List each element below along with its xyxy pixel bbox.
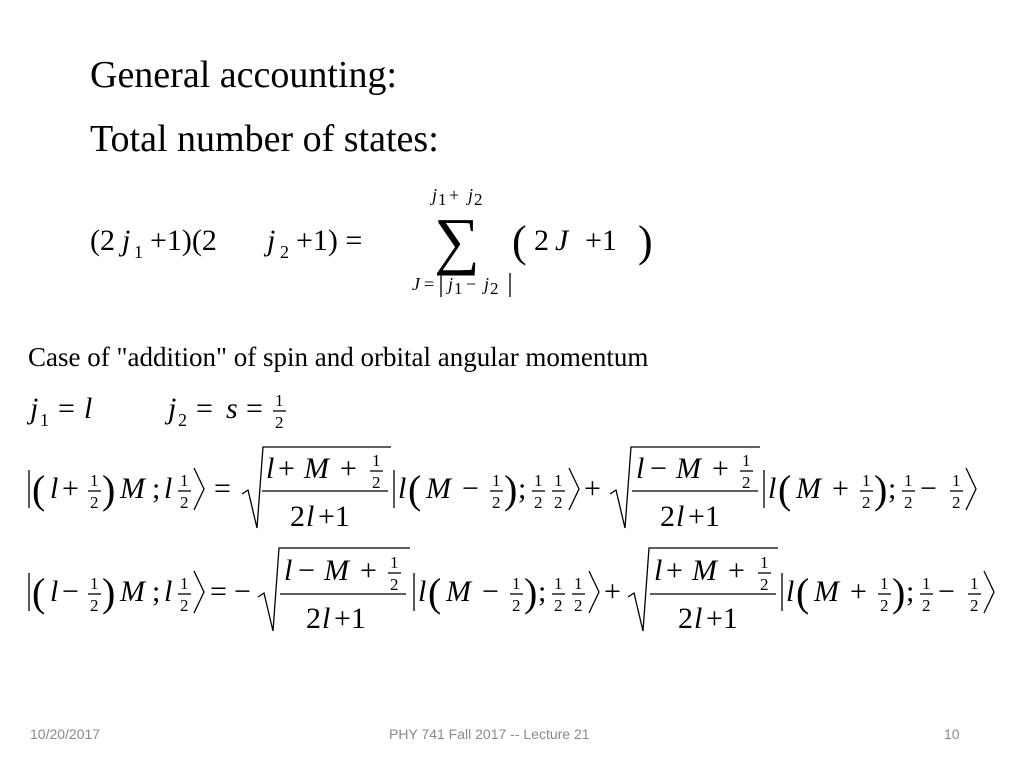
minus: − — [462, 472, 479, 505]
paren-open: ( — [512, 217, 527, 266]
half-den: 2 — [554, 596, 563, 615]
paren-close: ) — [504, 467, 518, 512]
minus: − — [920, 472, 937, 505]
subscript-1: 1 — [134, 242, 143, 262]
paren-open: ( — [778, 467, 792, 512]
half-den: 2 — [492, 493, 501, 512]
half-num: 1 — [862, 471, 871, 490]
paren-close: ) — [892, 570, 906, 615]
l-symbol: l — [50, 575, 59, 608]
paren-open: ( — [32, 467, 46, 512]
minus: − — [938, 575, 955, 608]
denominator-2: 2 — [290, 500, 305, 533]
footer-date: 10/20/2017 — [30, 726, 101, 742]
half-den: 2 — [970, 596, 979, 615]
plus-one: +1 — [688, 500, 720, 533]
plus: + — [666, 554, 683, 587]
half-num: 1 — [904, 471, 913, 490]
semicolon: ; — [906, 575, 915, 608]
half-den: 2 — [180, 596, 189, 615]
half-num: 1 — [952, 471, 961, 490]
plus: + — [584, 472, 601, 505]
M-symbol: M — [304, 452, 329, 485]
paren-open: ( — [32, 570, 46, 615]
minus: − — [62, 575, 79, 608]
l-symbol: l — [306, 500, 315, 533]
half-den: 2 — [742, 473, 751, 492]
l-symbol: l — [266, 452, 275, 485]
half-num: 1 — [554, 574, 563, 593]
half-num: 1 — [880, 574, 889, 593]
half-den: 2 — [880, 596, 889, 615]
plus: + — [832, 472, 849, 505]
minus: − — [298, 554, 315, 587]
semicolon: ; — [152, 575, 161, 608]
subscript-2: 2 — [280, 242, 289, 262]
assign-l: l — [84, 392, 93, 425]
plus: + — [62, 472, 79, 505]
summand-plus-one: +1 — [585, 224, 617, 257]
half-num: 1 — [760, 553, 769, 572]
plus: + — [712, 452, 729, 485]
sum-lower-J: J — [412, 274, 420, 294]
half-num: 1 — [180, 574, 189, 593]
plus: + — [850, 575, 867, 608]
sum-lower-sub1: 1 — [454, 279, 463, 298]
assign-j2-sub: 2 — [178, 410, 187, 430]
l-symbol: l — [768, 472, 777, 505]
half-den: 2 — [90, 596, 99, 615]
sigma-symbol: ∑ — [434, 205, 480, 276]
footer-page-number: 10 — [944, 726, 960, 742]
j2-symbol: j — [267, 224, 276, 257]
denominator-2: 2 — [660, 500, 675, 533]
paren-close: ) — [524, 570, 538, 615]
half-den: 2 — [904, 493, 913, 512]
plus: + — [604, 575, 621, 608]
minus: − — [234, 575, 251, 608]
paren-open: ( — [408, 467, 422, 512]
paren-close: ) — [874, 467, 888, 512]
sum-upper-limit: j — [432, 185, 438, 205]
summand-J: J — [555, 224, 569, 257]
sum-lower-sub2: 2 — [490, 279, 499, 298]
sum-lower-j1: j — [448, 274, 454, 294]
half-num: 1 — [180, 471, 189, 490]
half-den: 2 — [952, 493, 961, 512]
semicolon: ; — [538, 575, 547, 608]
sum-upper-sub1: 1 — [438, 190, 447, 209]
l-symbol: l — [164, 472, 173, 505]
assign-j2: j — [168, 392, 177, 425]
plus-one: +1 — [706, 602, 738, 635]
semicolon: ; — [888, 472, 897, 505]
half-den: 2 — [862, 493, 871, 512]
half-den: 2 — [180, 493, 189, 512]
ket-angle — [194, 571, 204, 613]
half-num: 1 — [574, 574, 583, 593]
minus: − — [482, 575, 499, 608]
denominator-2: 2 — [306, 602, 321, 635]
plus-one-close: +1)(2 — [150, 224, 217, 257]
plus: + — [278, 452, 295, 485]
sum-upper-sub2: 2 — [474, 190, 483, 209]
denominator-2: 2 — [678, 602, 693, 635]
heading-total-states: Total number of states: — [90, 118, 439, 160]
l-symbol: l — [694, 602, 703, 635]
half-num: 1 — [554, 471, 563, 490]
sum-upper-j2: j — [468, 185, 474, 205]
M-symbol: M — [692, 554, 717, 587]
l-symbol: l — [418, 575, 427, 608]
l-symbol: l — [398, 472, 407, 505]
half-num: 1 — [492, 471, 501, 490]
ket-angle — [589, 571, 599, 613]
half-num: 1 — [275, 391, 284, 410]
half-den: 2 — [534, 493, 543, 512]
half-den: 2 — [390, 575, 399, 594]
plus-one: +1 — [318, 500, 350, 533]
half-num: 1 — [922, 574, 931, 593]
sum-lower-eq: = — [424, 274, 435, 294]
paren-close: ) — [102, 570, 116, 615]
half-den: 2 — [512, 596, 521, 615]
M-symbol: M — [324, 554, 349, 587]
assign-eq1: = — [58, 392, 75, 425]
M-symbol: M — [814, 575, 839, 608]
M-symbol: M — [446, 575, 471, 608]
l-symbol: l — [636, 452, 645, 485]
equals: = — [214, 472, 231, 505]
plus-one: +1 — [334, 602, 366, 635]
half-num: 1 — [90, 471, 99, 490]
half-den: 2 — [372, 473, 381, 492]
half-den: 2 — [574, 596, 583, 615]
M-symbol: M — [120, 575, 145, 608]
l-symbol: l — [284, 554, 293, 587]
ket-angle — [984, 571, 994, 613]
assign-eq3: = — [246, 392, 263, 425]
equals: = — [210, 575, 227, 608]
plus: + — [360, 554, 377, 587]
half-num: 1 — [390, 553, 399, 572]
sum-upper-plus: + — [449, 185, 460, 205]
l-symbol: l — [50, 472, 59, 505]
half-den: 2 — [922, 596, 931, 615]
paren-open: ( — [428, 570, 442, 615]
j1-symbol: j — [122, 224, 131, 257]
paren-close: ) — [638, 217, 653, 266]
l-symbol: l — [164, 575, 173, 608]
sum-lower-j2: j — [484, 274, 490, 294]
semicolon: ; — [518, 472, 527, 505]
half-num: 1 — [372, 451, 381, 470]
half-den: 2 — [275, 413, 284, 432]
l-symbol: l — [676, 500, 685, 533]
half-num: 1 — [512, 574, 521, 593]
plus: + — [728, 554, 745, 587]
half-den: 2 — [554, 493, 563, 512]
plus: + — [340, 452, 357, 485]
half-den: 2 — [90, 493, 99, 512]
plus-one-equals: +1) = — [296, 224, 363, 257]
half-num: 1 — [534, 471, 543, 490]
minus: − — [650, 452, 667, 485]
l-symbol: l — [654, 554, 663, 587]
assign-s: s — [226, 392, 238, 425]
assign-j1: j — [30, 392, 39, 425]
assign-j1-sub: 1 — [40, 410, 49, 430]
case-text: Case of "addition" of spin and orbital angular momentum — [28, 342, 649, 372]
half-num: 1 — [742, 451, 751, 470]
paren-close: ) — [102, 467, 116, 512]
half-num: 1 — [970, 574, 979, 593]
heading-general-accounting: General accounting: — [90, 54, 398, 96]
assign-eq2: = — [196, 392, 213, 425]
M-symbol: M — [120, 472, 145, 505]
half-num: 1 — [90, 574, 99, 593]
paren-open: ( — [796, 570, 810, 615]
sum-lower-minus: − — [466, 274, 477, 294]
half-den: 2 — [760, 575, 769, 594]
M-symbol: M — [796, 472, 821, 505]
footer-course: PHY 741 Fall 2017 -- Lecture 21 — [389, 726, 590, 742]
M-symbol: M — [426, 472, 451, 505]
l-symbol: l — [322, 602, 331, 635]
formula-total-states-lhs: (2 — [90, 224, 115, 257]
l-symbol: l — [786, 575, 795, 608]
M-symbol: M — [676, 452, 701, 485]
summand-2: 2 — [534, 224, 549, 257]
semicolon: ; — [152, 472, 161, 505]
